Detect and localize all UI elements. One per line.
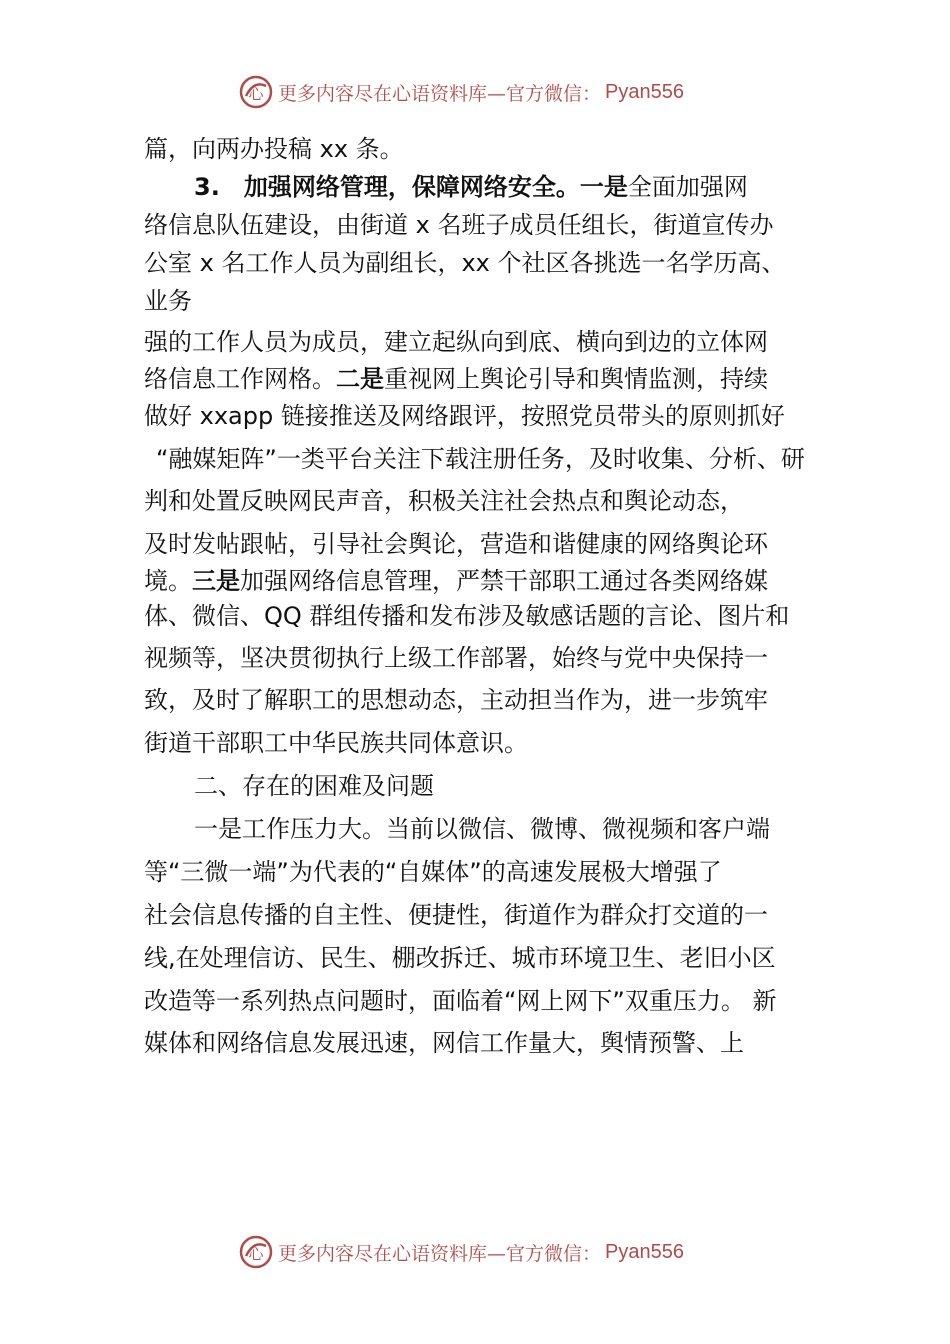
text-line: 致，及时了解职工的思想动态，主动担当作为，进一步筑牢 [144,686,768,714]
text-line: 街道干部职工中华民族共同体意识。 [144,729,528,757]
watermark-text: 更多内容尽在心语资料库—官方微信： [278,82,602,105]
svg-text:心: 心 [248,1245,264,1263]
text-line: 及时发帖跟帖，引导社会舆论，营造和谐健康的网络舆论环 [144,530,768,558]
watermark-wechat-id: Pyan556 [605,1240,684,1263]
text-line: 公室 x 名工作人员为副组长，xx 个社区各挑选一名学历高、 [144,249,786,277]
text-line: “融媒矩阵”一类平台关注下载注册任务，及时收集、分析、研 [156,445,805,473]
text-line: 境。三是加强网络信息管理，严禁干部职工通过各类网络媒 [144,567,768,595]
brand-logo-icon [238,74,274,110]
text-line: 媒体和网络信息发展迅速，网信工作量大，舆情预警、上 [144,1029,744,1057]
text-line: 社会信息传播的自主性、便捷性，街道作为群众打交道的一 [144,901,768,929]
text-line: 体、微信、QQ 群组传播和发布涉及敏感话题的言论、图片和 [144,602,790,630]
watermark-wechat-id: Pyan556 [605,80,684,103]
text-line: 络信息工作网格。二是重视网上舆论引导和舆情监测，持续 [144,365,768,393]
text-line: 3. 加强网络管理，保障网络安全。一是全面加强网 [194,173,748,201]
section-heading: 二、存在的困难及问题 [194,772,434,800]
watermark-text: 更多内容尽在心语资料库—官方微信： [278,1242,602,1265]
text-line: 络信息队伍建设，由街道 x 名班子成员任组长，街道宣传办 [144,211,774,239]
text-line: 判和处置反映网民声音，积极关注社会热点和舆论动态， [144,487,744,515]
watermark-footer [238,1232,684,1272]
text-line: 做好 xxapp 链接推送及网络跟评，按照党员带头的原则抓好 [144,402,785,430]
text-line: 一是工作压力大。当前以微信、微博、微视频和客户端 [194,815,770,843]
text-line: 等“三微一端”为代表的“自媒体”的高速发展极大增强了 [144,858,722,886]
text-line: 视频等，坚决贯彻执行上级工作部署，始终与党中央保持一 [144,644,768,672]
text-line: 线,在处理信访、民生、棚改拆迁、城市环境卫生、老旧小区 [144,944,776,972]
text-line: 篇，向两办投稿 xx 条。 [144,135,404,163]
text-line: 业务 [144,287,192,315]
text-line: 强的工作人员为成员，建立起纵向到底、横向到边的立体网 [144,328,768,356]
svg-text:心: 心 [248,85,264,103]
brand-logo-icon [238,1234,274,1270]
watermark-header [238,72,684,112]
section-heading: 3. 加强网络管理，保障网络安全。一是 [194,173,628,201]
text-line: 改造等一系列热点问题时，面临着“网上网下”双重压力。 新 [144,987,777,1015]
